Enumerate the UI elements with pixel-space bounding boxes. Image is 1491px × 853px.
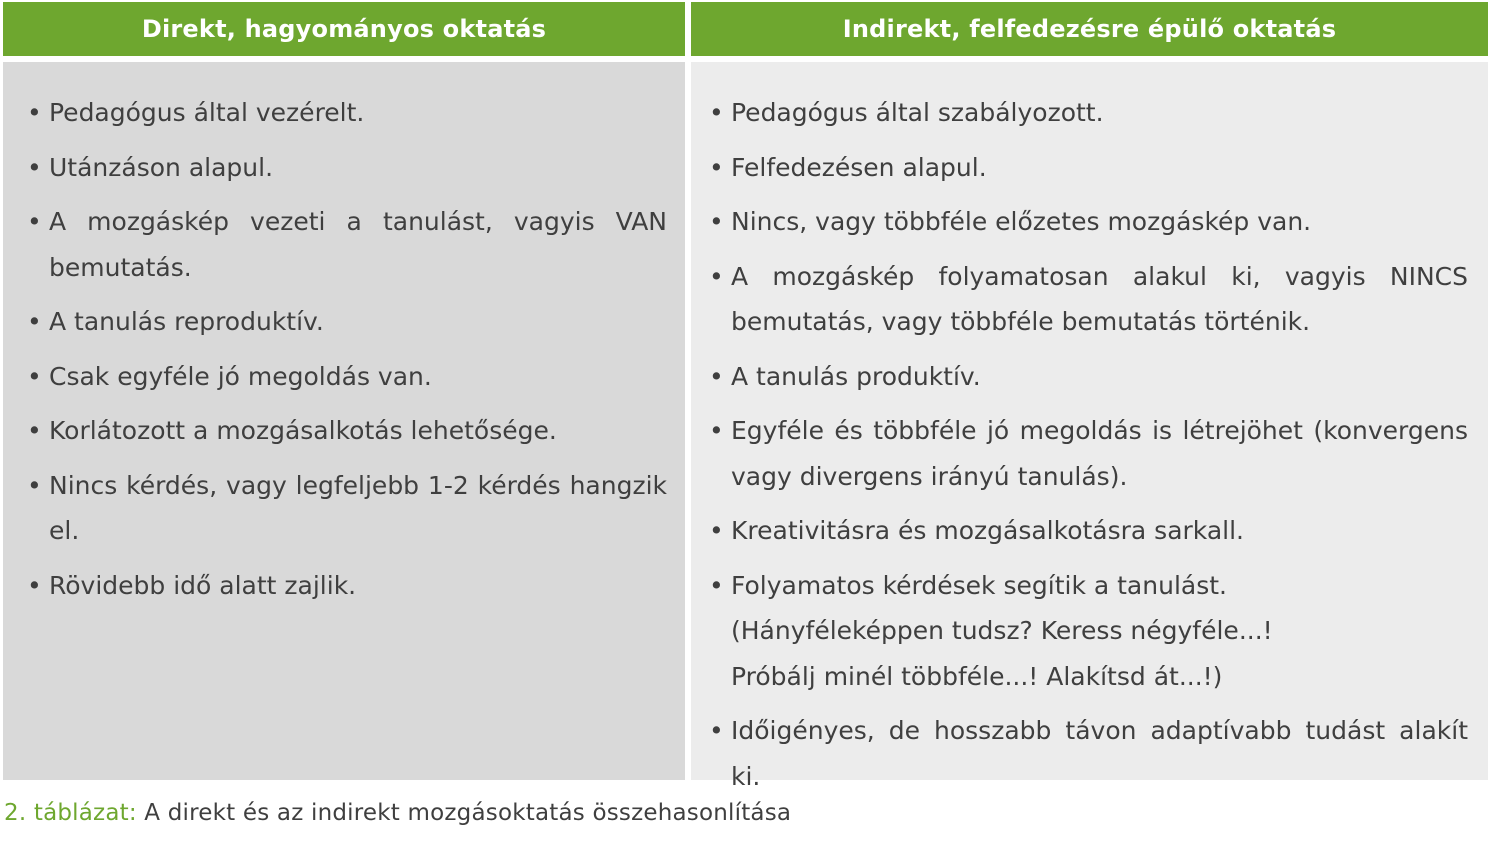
list-item-questions [709, 563, 1468, 700]
list-item-text: • Folyamatos kérdések segítik a tanulást. [731, 570, 1227, 600]
right-column-header: Indirekt, felfedezésre épülő oktatás [691, 2, 1488, 56]
left-column-header: Direkt, hagyományos oktatás [3, 2, 685, 56]
list-item: • Pedagógus által vezérelt. [27, 90, 667, 136]
list-item: • Pedagógus által szabályozott. [709, 90, 1468, 136]
caption-number: 2. táblázat: [4, 800, 137, 826]
list-item: • A mozgáskép vezeti a tanulást, vagyis VAN bemutatás. [27, 199, 667, 290]
list-item: • Egyféle és többféle jó megoldás is létrejöhet (konvergens vagy divergens irányú tanulás). [709, 408, 1468, 499]
right-list [709, 90, 1468, 799]
list-item: • Időigényes, de hosszabb távon adaptívabb tudást alakít ki. [709, 708, 1468, 799]
list-item: • Rövidebb idő alatt zajlik. [27, 563, 667, 609]
list-item-extra-line: Próbálj minél többféle...! Alakítsd át...!) [731, 661, 1223, 691]
list-item: • Nincs, vagy többféle előzetes mozgáskép van. [709, 199, 1468, 245]
caption-text: A direkt és az indirekt mozgásoktatás összehasonlítása [136, 800, 792, 826]
table-caption [4, 800, 791, 826]
list-item: • Korlátozott a mozgásalkotás lehetősége. [27, 408, 667, 454]
right-column [691, 62, 1488, 791]
left-column [3, 62, 685, 780]
list-item: • Felfedezésen alapul. [709, 145, 1468, 191]
list-item: • A tanulás produktív. [709, 354, 1468, 400]
left-list [27, 90, 667, 608]
list-item: • Kreativitásra és mozgásalkotásra sarkall. [709, 508, 1468, 554]
list-item: • Nincs kérdés, vagy legfeljebb 1-2 kérdés hangzik el. [27, 463, 667, 554]
list-item: • Csak egyféle jó megoldás van. [27, 354, 667, 400]
list-item: • Utánzáson alapul. [27, 145, 667, 191]
list-item-extra-line: (Hányféleképpen tudsz? Keress négyféle...! [731, 616, 1273, 645]
list-item: • A tanulás reproduktív. [27, 299, 667, 345]
list-item: • A mozgáskép folyamatosan alakul ki, vagyis NINCS bemutatás, vagy többféle bemutatás történik. [709, 254, 1468, 345]
